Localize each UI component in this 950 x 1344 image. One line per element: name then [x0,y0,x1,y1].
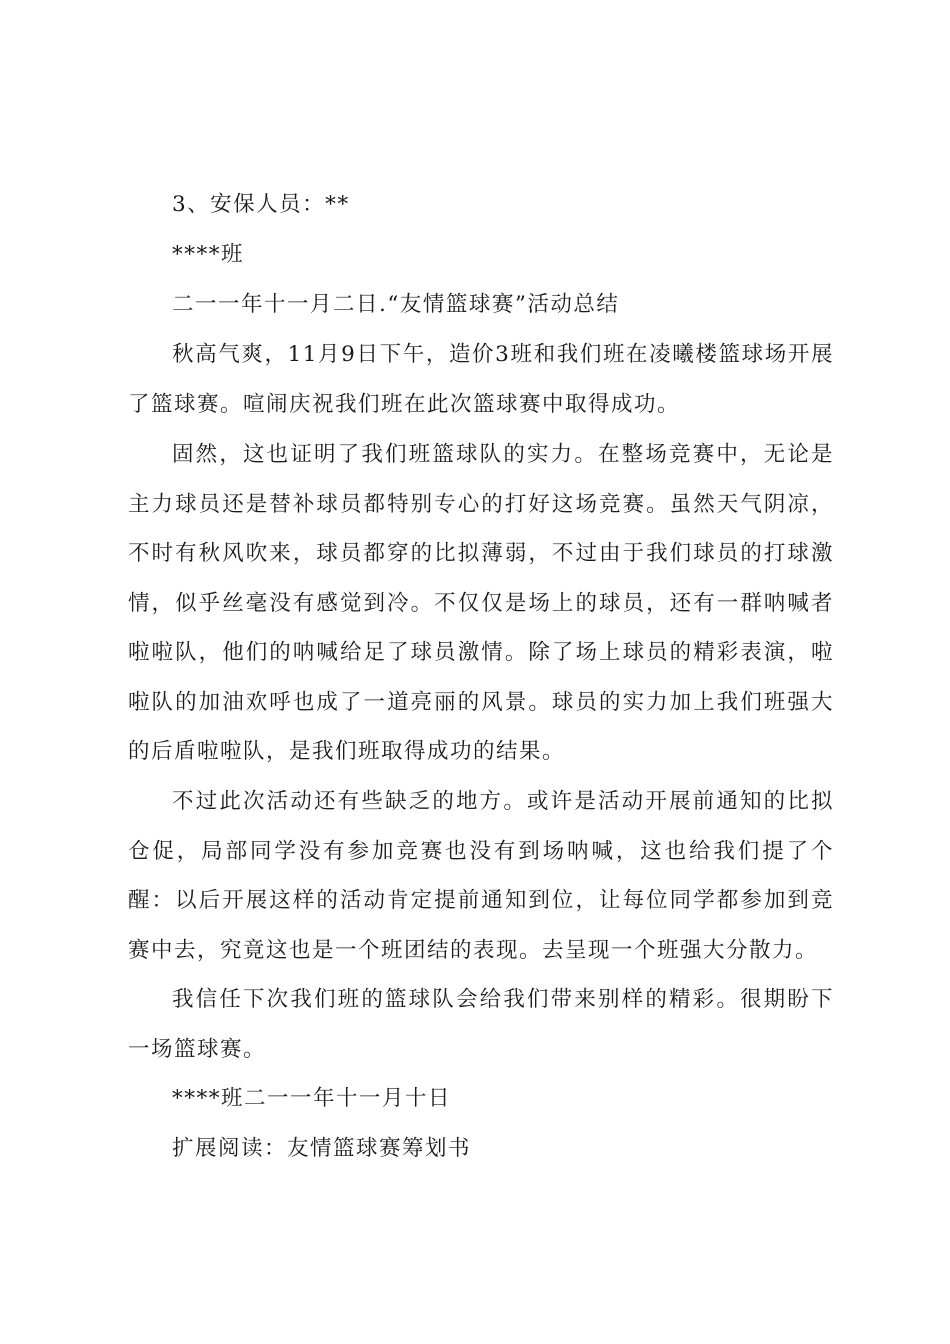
paragraph-strength: 固然，这也证明了我们班篮球队的实力。在整场竞赛中，无论是主力球员还是替补球员都特别专心的打好这场竞赛。虽然天气阴凉，不时有秋风吹来，球员都穿的比拟薄弱，不过由于我们球员的打球激情，似乎丝毫没有感觉到冷。不仅仅是场上的球员，还有一群呐喊者啦啦队，他们的呐喊给足了球员激情。除了场上球员的精彩表演，啦啦队的加油欢呼也成了一道亮丽的风景。球员的实力加上我们班强大的后盾啦啦队，是我们班取得成功的结果。 [128,442,834,764]
paragraph-shortcomings: 不过此次活动还有些缺乏的地方。或许是活动开展前通知的比拟仓促，局部同学没有参加竞赛也没有到场呐喊，这也给我们提了个醒：以后开展这样的活动肯定提前通知到位，让每位同学都参加到竞赛中去，究竟这也是一个班团结的表现。去呈现一个班强大分散力。 [128,789,834,963]
paragraph-expectation: 我信任下次我们班的篮球队会给我们带来别样的精彩。很期盼下一场篮球赛。 [128,987,834,1062]
class-name-line: ****班 [172,242,245,267]
summary-title-line: 二一一年十一月二日.“友情篮球赛”活动总结 [172,292,620,317]
signature-date-line: ****班二一一年十一月十日 [172,1086,452,1111]
paragraph-intro: 秋高气爽，11月9日下午，造价3班和我们班在凌曦楼篮球场开展了篮球赛。喧闹庆祝我们班在此次篮球赛中取得成功。 [128,342,834,417]
security-staff-line: 3、安保人员：** [172,192,350,217]
extended-reading-line: 扩展阅读：友情篮球赛筹划书 [172,1136,472,1161]
